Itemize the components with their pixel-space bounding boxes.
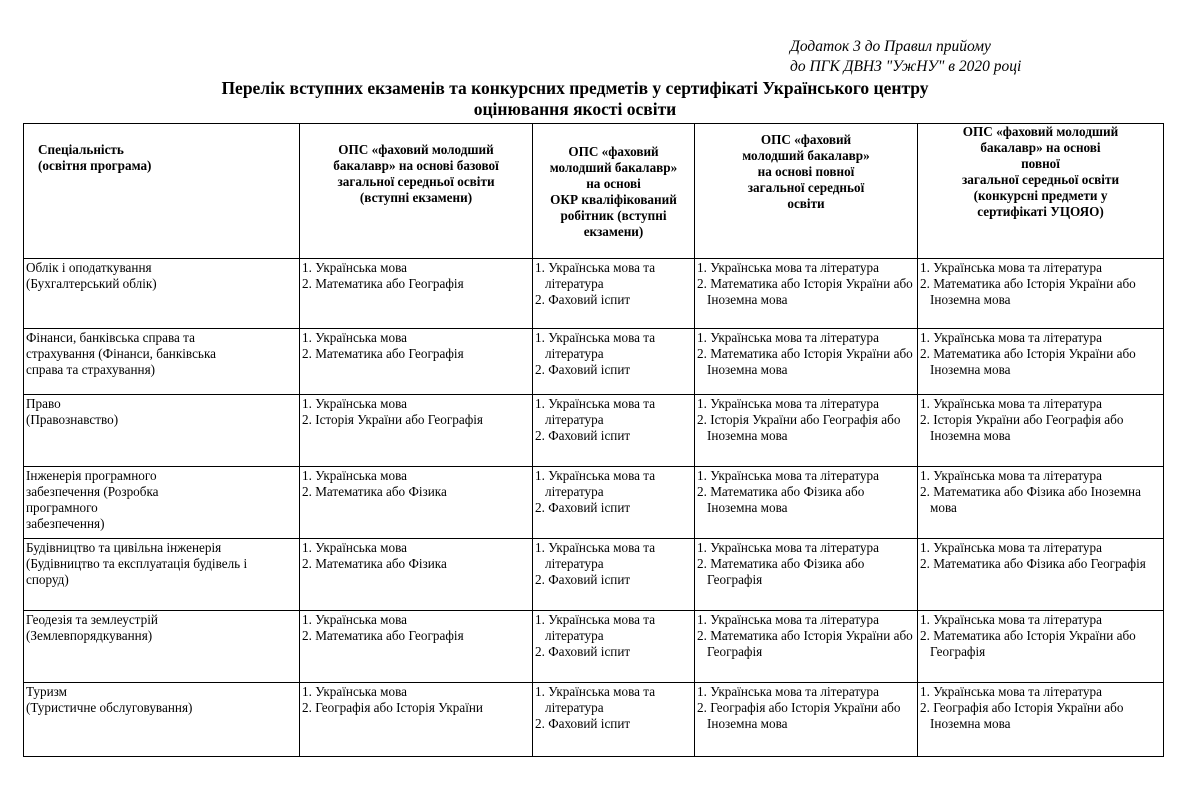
title-line-1: Перелік вступних екзаменів та конкурсних предметів у сертифікаті Українського центру bbox=[221, 78, 929, 98]
basic-exams-cell bbox=[300, 467, 533, 539]
zno-subjects-cell bbox=[918, 539, 1164, 611]
exam-item: 1. Українська мова та література bbox=[697, 260, 879, 275]
exam-item: 1. Українська мова та література bbox=[535, 330, 656, 361]
specialty-text: (Будівництво та експлуатація будівель і bbox=[26, 556, 248, 571]
header-text: молодший бакалавр» bbox=[742, 148, 870, 163]
specialty-text: Фінанси, банківська справа та bbox=[26, 330, 195, 345]
specialty-text: забезпечення) bbox=[26, 516, 105, 531]
exam-item: 1. Українська мова та література bbox=[920, 260, 1102, 275]
specialty-text: Будівництво та цивільна інженерія bbox=[26, 540, 222, 555]
header-text: ОПС «фаховий bbox=[760, 132, 852, 147]
exam-item: 1. Українська мова та література bbox=[535, 260, 656, 291]
exam-item: 2. Фаховий іспит bbox=[535, 500, 631, 515]
document-title bbox=[150, 78, 1000, 120]
header-zno-subjects bbox=[918, 124, 1164, 259]
exam-item: 2. Математика або Історія України або Географія bbox=[697, 628, 913, 659]
exam-item: 2. Фаховий іспит bbox=[535, 428, 631, 443]
specialty-text: (Туристичне обслуговування) bbox=[26, 700, 193, 715]
header-text: на основі повної bbox=[757, 164, 855, 179]
header-text: сертифікаті УЦОЯО) bbox=[977, 204, 1104, 219]
exam-item: 2. Математика або Історія України або Іноземна мова bbox=[920, 276, 1136, 307]
annex-line-2: до ПГК ДВНЗ "УжНУ" в 2020 році bbox=[790, 58, 1022, 75]
specialty-cell bbox=[24, 259, 300, 329]
annex-line-1: Додаток 3 до Правил прийому bbox=[790, 38, 991, 55]
exam-item: 2. Фаховий іспит bbox=[535, 644, 631, 659]
specialty-text: (Правознавство) bbox=[26, 412, 119, 427]
okr-exams-cell bbox=[533, 467, 695, 539]
table-row bbox=[24, 611, 1164, 683]
table-row bbox=[24, 329, 1164, 395]
exam-item: 2. Географія або Історія України або Іноземна мова bbox=[697, 700, 901, 731]
exam-item: 2. Математика або Фізика або Іноземна мова bbox=[920, 484, 1141, 515]
exam-item: 1. Українська мова та література bbox=[697, 684, 879, 699]
header-text: Спеціальність bbox=[38, 142, 124, 157]
specialty-text: Туризм bbox=[26, 684, 68, 699]
exam-item: 1. Українська мова bbox=[302, 260, 408, 275]
zno-subjects-cell bbox=[918, 259, 1164, 329]
exam-item: 2. Математика або Географія bbox=[302, 628, 464, 643]
specialty-text: споруд) bbox=[26, 572, 69, 587]
header-text: бакалавр» на основі bbox=[980, 140, 1101, 155]
header-text: на основі bbox=[586, 176, 641, 191]
specialty-text: справа та страхування) bbox=[26, 362, 156, 377]
exam-item: 1. Українська мова та література bbox=[920, 684, 1102, 699]
annex-note bbox=[790, 37, 1021, 77]
exam-item: 1. Українська мова та література bbox=[697, 330, 879, 345]
specialty-cell bbox=[24, 467, 300, 539]
basic-exams-cell bbox=[300, 329, 533, 395]
exam-item: 2. Історія України або Географія або Іноземна мова bbox=[697, 412, 901, 443]
exam-item: 1. Українська мова bbox=[302, 468, 408, 483]
okr-exams-cell bbox=[533, 259, 695, 329]
zno-subjects-cell bbox=[918, 329, 1164, 395]
full-exams-cell bbox=[695, 467, 918, 539]
exam-item: 2. Історія України або Географія або Іноземна мова bbox=[920, 412, 1124, 443]
exam-item: 2. Фаховий іспит bbox=[535, 362, 631, 377]
exam-item: 2. Математика або Історія України або Іноземна мова bbox=[920, 346, 1136, 377]
specialty-text: Інженерія програмного bbox=[26, 468, 157, 483]
exam-item: 1. Українська мова та література bbox=[697, 396, 879, 411]
header-text: (вступні екзамени) bbox=[359, 190, 473, 205]
header-basic-education bbox=[300, 124, 533, 259]
zno-subjects-cell bbox=[918, 683, 1164, 757]
okr-exams-cell bbox=[533, 683, 695, 757]
specialty-text: (Бухгалтерський облік) bbox=[26, 276, 157, 291]
exam-item: 1. Українська мова та література bbox=[920, 330, 1102, 345]
table-header-row bbox=[24, 124, 1164, 259]
table-row bbox=[24, 539, 1164, 611]
exam-item: 2. Фаховий іспит bbox=[535, 292, 631, 307]
header-text: повної bbox=[1021, 156, 1060, 171]
zno-subjects-cell bbox=[918, 467, 1164, 539]
table-row bbox=[24, 683, 1164, 757]
exam-item: 1. Українська мова та література bbox=[535, 612, 656, 643]
exam-item: 2. Історія України або Географія bbox=[302, 412, 483, 427]
header-text: ОПС «фаховий bbox=[568, 144, 659, 159]
exam-item: 1. Українська мова bbox=[302, 330, 408, 345]
exam-item: 2. Математика або Історія України або Іноземна мова bbox=[697, 276, 913, 307]
specialty-cell bbox=[24, 683, 300, 757]
specialty-cell bbox=[24, 539, 300, 611]
specialty-text: програмного bbox=[26, 500, 98, 515]
header-text: (освітня програма) bbox=[38, 158, 152, 173]
basic-exams-cell bbox=[300, 539, 533, 611]
exam-item: 1. Українська мова та література bbox=[535, 540, 656, 571]
specialty-text: забезпечення (Розробка bbox=[26, 484, 159, 499]
exam-item: 2. Математика або Фізика bbox=[302, 556, 447, 571]
exam-item: 2. Фаховий іспит bbox=[535, 572, 631, 587]
exam-item: 2. Математика або Фізика або Географія bbox=[697, 556, 865, 587]
table-row bbox=[24, 467, 1164, 539]
exam-item: 2. Математика або Історія України або Іноземна мова bbox=[697, 346, 913, 377]
specialty-text: Облік і оподаткування bbox=[26, 260, 152, 275]
full-exams-cell bbox=[695, 683, 918, 757]
header-text: ОПС «фаховий молодший bbox=[338, 142, 494, 157]
okr-exams-cell bbox=[533, 329, 695, 395]
specialty-cell bbox=[24, 611, 300, 683]
header-text: освіти bbox=[787, 196, 825, 211]
header-full-education bbox=[695, 124, 918, 259]
basic-exams-cell bbox=[300, 259, 533, 329]
exam-item: 1. Українська мова та література bbox=[920, 468, 1102, 483]
specialty-text: страхування (Фінанси, банківська bbox=[26, 346, 217, 361]
exam-item: 1. Українська мова та література bbox=[535, 468, 656, 499]
header-okr-worker bbox=[533, 124, 695, 259]
header-text: робітник (вступні bbox=[560, 208, 667, 223]
exam-item: 1. Українська мова та література bbox=[920, 540, 1102, 555]
header-text: ОКР кваліфікований bbox=[550, 192, 677, 207]
full-exams-cell bbox=[695, 395, 918, 467]
table-row bbox=[24, 259, 1164, 329]
exam-item: 1. Українська мова та література bbox=[535, 684, 656, 715]
specialty-text: Право bbox=[26, 396, 61, 411]
exam-item: 1. Українська мова bbox=[302, 612, 408, 627]
specialty-cell bbox=[24, 395, 300, 467]
exam-item: 2. Географія або Історія України bbox=[302, 700, 483, 715]
exam-item: 1. Українська мова bbox=[302, 396, 408, 411]
exam-item: 2. Математика або Фізика або Географія bbox=[920, 556, 1146, 571]
header-text: молодший бакалавр» bbox=[549, 160, 678, 175]
exam-item: 1. Українська мова та література bbox=[697, 612, 879, 627]
exam-item: 1. Українська мова та література bbox=[535, 396, 656, 427]
basic-exams-cell bbox=[300, 611, 533, 683]
exam-item: 1. Українська мова bbox=[302, 684, 408, 699]
exam-item: 2. Географія або Історія України або Іноземна мова bbox=[920, 700, 1124, 731]
exams-table bbox=[23, 123, 1164, 757]
zno-subjects-cell bbox=[918, 395, 1164, 467]
basic-exams-cell bbox=[300, 395, 533, 467]
title-line-2: оцінювання якості освіти bbox=[473, 99, 677, 119]
header-text: бакалавр» на основі базової bbox=[333, 158, 499, 173]
header-text: загальної середньої освіти bbox=[337, 174, 495, 189]
exam-item: 2. Математика або Історія України або Географія bbox=[920, 628, 1136, 659]
full-exams-cell bbox=[695, 329, 918, 395]
exam-item: 1. Українська мова та література bbox=[920, 396, 1102, 411]
header-text: екзамени) bbox=[583, 224, 644, 239]
specialty-text: Геодезія та землеустрій bbox=[26, 612, 158, 627]
header-specialty bbox=[24, 124, 300, 259]
exam-item: 2. Математика або Географія bbox=[302, 346, 464, 361]
full-exams-cell bbox=[695, 259, 918, 329]
exam-item: 2. Математика або Фізика або Іноземна мова bbox=[697, 484, 865, 515]
exam-item: 2. Математика або Географія bbox=[302, 276, 464, 291]
header-text: загальної середньої bbox=[747, 180, 865, 195]
exam-item: 2. Математика або Фізика bbox=[302, 484, 447, 499]
exam-item: 1. Українська мова та література bbox=[697, 540, 879, 555]
basic-exams-cell bbox=[300, 683, 533, 757]
okr-exams-cell bbox=[533, 611, 695, 683]
header-text: загальної середньої освіти bbox=[961, 172, 1120, 187]
table-row bbox=[24, 395, 1164, 467]
exam-item: 1. Українська мова bbox=[302, 540, 408, 555]
exam-item: 1. Українська мова та література bbox=[697, 468, 879, 483]
full-exams-cell bbox=[695, 611, 918, 683]
okr-exams-cell bbox=[533, 539, 695, 611]
okr-exams-cell bbox=[533, 395, 695, 467]
full-exams-cell bbox=[695, 539, 918, 611]
exam-item: 2. Фаховий іспит bbox=[535, 716, 631, 731]
zno-subjects-cell bbox=[918, 611, 1164, 683]
exam-item: 1. Українська мова та література bbox=[920, 612, 1102, 627]
specialty-cell bbox=[24, 329, 300, 395]
specialty-text: (Землевпорядкування) bbox=[26, 628, 153, 643]
header-text: (конкурсні предмети у bbox=[973, 188, 1108, 203]
header-text: ОПС «фаховий молодший bbox=[962, 124, 1119, 139]
